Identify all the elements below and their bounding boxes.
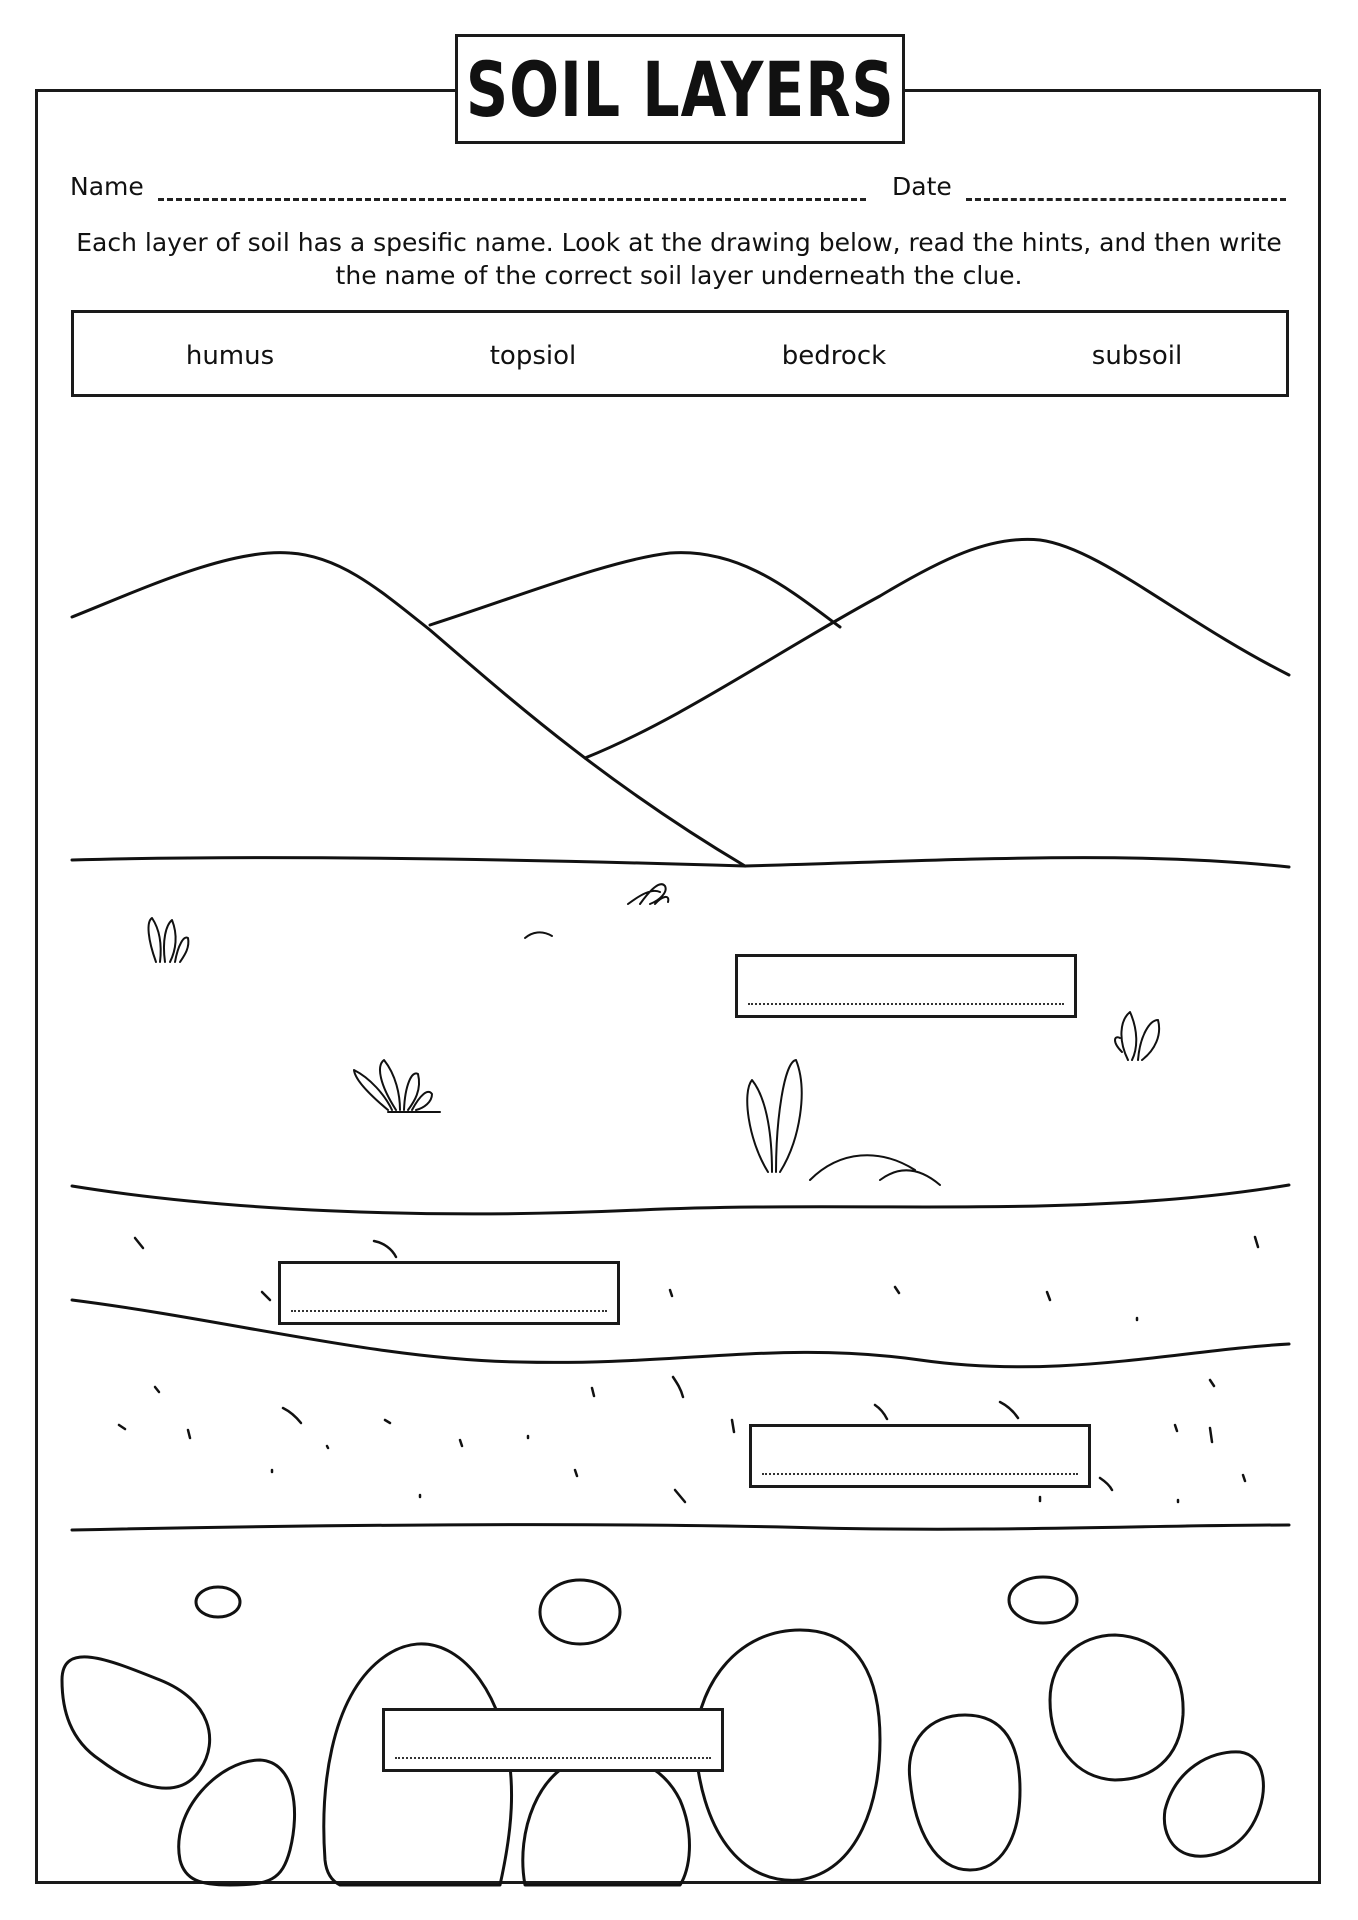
answer-box-humus-layer[interactable] xyxy=(735,954,1077,1018)
grass-tufts xyxy=(149,884,1160,1185)
instructions-text: Each layer of soil has a spesific name. Look at the drawing below, read the hints, and then write the name of the correct soil layer underneath the clue. xyxy=(76,228,1282,290)
answer-writing-line xyxy=(291,1310,607,1312)
answer-writing-line xyxy=(395,1757,711,1759)
hills-illustration xyxy=(72,539,1289,866)
soil-layer-lines xyxy=(72,858,1289,1530)
word-bank-item-bedrock: bedrock xyxy=(781,341,887,371)
answer-box-subsoil-layer[interactable] xyxy=(749,1424,1091,1488)
answer-box-topsoil-layer[interactable] xyxy=(278,1261,620,1325)
page-title: SOIL LAYERS xyxy=(465,44,895,134)
answer-writing-line xyxy=(762,1473,1078,1475)
word-bank-item-topsiol: topsiol xyxy=(489,341,577,371)
answer-writing-line xyxy=(748,1003,1064,1005)
date-label: Date xyxy=(892,172,952,201)
answer-box-bedrock-layer[interactable] xyxy=(382,1708,724,1772)
name-label: Name xyxy=(70,172,144,201)
word-bank-item-humus: humus xyxy=(185,341,275,371)
word-bank-item-subsoil: subsoil xyxy=(1091,341,1183,371)
